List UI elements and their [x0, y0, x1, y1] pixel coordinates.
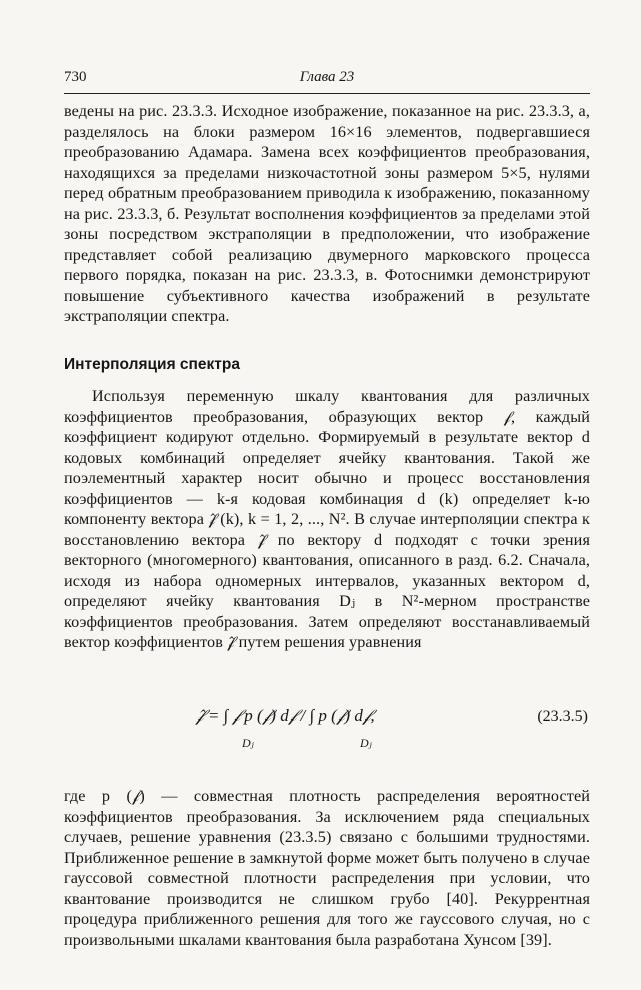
paragraph-text: где p (𝒻) — совместная плотность распределения вероятностей коэффициентов преобразования. За исключением ряда специальных случаев, решение уравнения (23.3.5) связано с большими трудностями. Приближенное решение в замкнутой форме может быть получено в случае гауссовой совместной плотности распределения при условии, что квантование производится не слишком грубо [40]. Рекуррентная процедура приближенного решения для того же гауссового случая, но с произвольными шкалами квантования была разработана Хунсом [39]. — [64, 787, 590, 949]
paragraph-after-equation — [64, 786, 590, 950]
paragraph-interpolation — [64, 386, 590, 653]
equation-number: (23.3.5) — [537, 708, 588, 725]
equation-subscript-right: Dⱼ — [360, 736, 372, 750]
header-rule — [64, 93, 590, 94]
page-number: 730 — [64, 69, 87, 85]
equation-formula: 𝒻̂ = ∫ 𝒻 p (𝒻) d𝒻 / ∫ p (𝒻) d𝒻, — [196, 706, 375, 725]
paragraph-text: Используя переменную шкалу квантования для различных коэффициентов преобразования, образующих вектор 𝒻, каждый коэффициент кодируют отдельно. Формируемый в результате вектор d кодовых комбинаций определяет ячейку квантования. Такой же поэлементный характер носит обычно и процесс восстановления коэффициентов — k-я кодовая комбинация d (k) определяет k-ю компоненту вектора 𝒻̂ (k), k = 1, 2, ..., N². В случае интерполяции спектра к восстановлению вектора 𝒻̂ по вектору d подходят с точки зрения векторного (многомерного) квантования, описанного в разд. 6.2. Сначала, исходя из набора одномерных интервалов, указанных вектором d, определяют ячейку квантования Dⱼ в N²-мерном пространстве коэффициентов преобразования. Затем определяют восстанавливаемый вектор коэффициентов 𝒻̂ путем решения уравнения — [64, 387, 590, 651]
chapter-title: Глава 23 — [299, 69, 355, 85]
equation-block — [64, 702, 590, 758]
section-heading: Интерполяция спектра — [64, 356, 240, 373]
paragraph-text: ведены на рис. 23.3.3. Исходное изображение, показанное на рис. 23.3.3, а, разделялось на блоки размером 16×16 элементов, подвергавшиеся преобразованию Адамара. Замена всех коэффициентов преобразования, находящихся за пределами низкочастотной зоны размером 5×5, нулями перед обратным преобразованием приводила к изображению, показанному на рис. 23.3.3, б. Результат восполнения коэффициентов за пределами этой зоны посредством экстраполяции в предположении, что изображение представляет собой реализацию двумерного марковского процесса первого порядка, показан на рис. 23.3.3, в. Фотоснимки демонстрируют повышение субъективного качества изображений в результате экстраполяции спектра. — [64, 102, 590, 325]
equation-subscript-left: Dⱼ — [242, 736, 254, 750]
paragraph-continuation — [64, 101, 590, 327]
